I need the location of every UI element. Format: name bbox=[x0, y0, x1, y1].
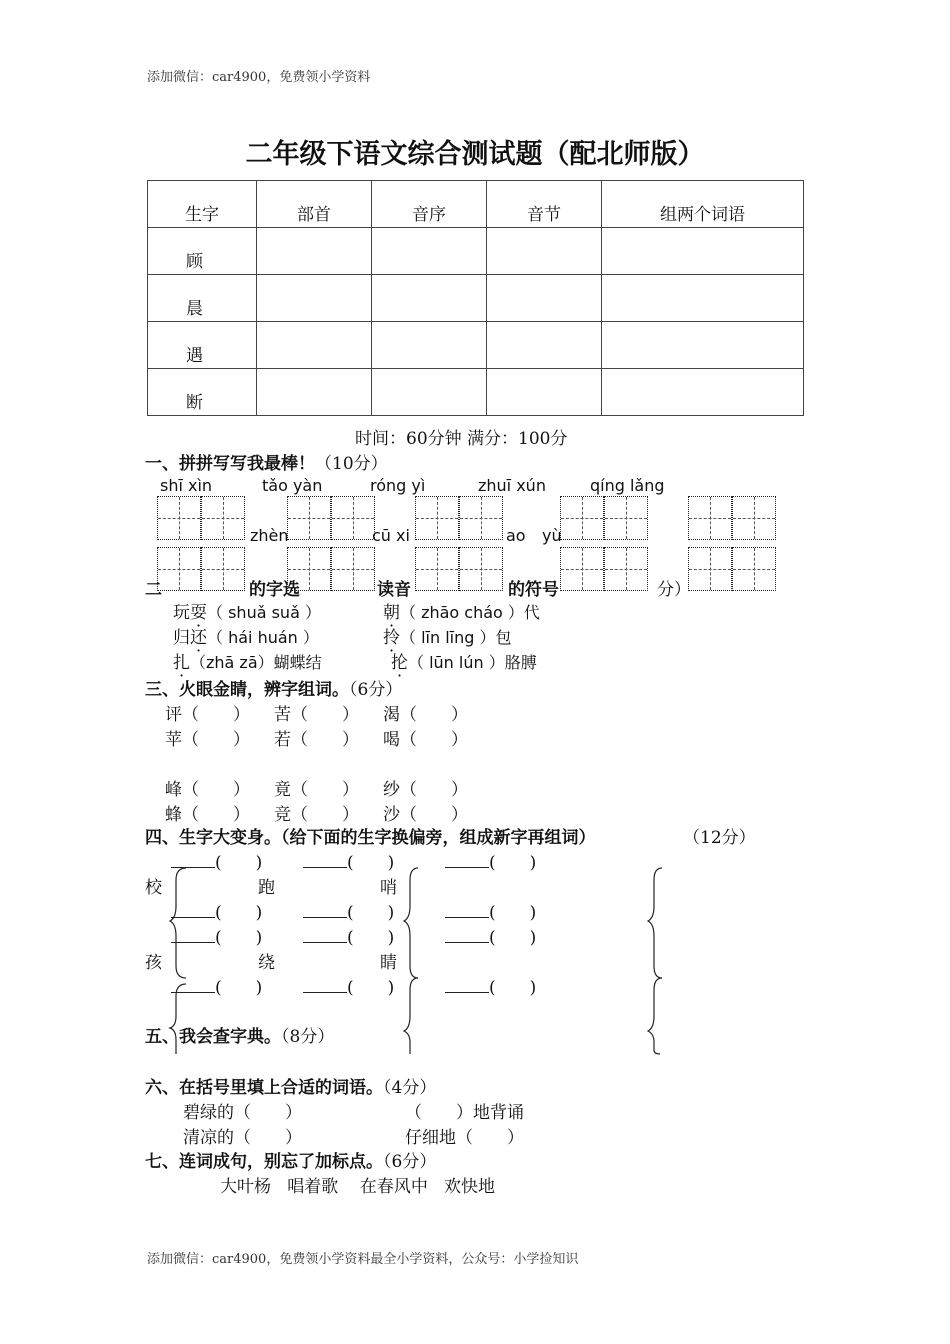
table-header-row bbox=[148, 181, 804, 228]
word-pair: 渴（ ） bbox=[383, 705, 468, 725]
word-pair: 竟（ ） bbox=[274, 780, 359, 800]
writing-grid[interactable] bbox=[560, 496, 648, 540]
word-pair: 评（ ） bbox=[165, 705, 250, 725]
section-2-heading-d: 的符号 bbox=[508, 580, 559, 600]
word-pair: 若（ ） bbox=[274, 730, 359, 750]
radical-slot[interactable]: ( ) bbox=[303, 848, 394, 873]
writing-grid[interactable] bbox=[415, 496, 503, 540]
word-pair: 峰（ ） bbox=[165, 780, 250, 800]
pronunciation-item: 朝（ zhāo cháo ）代 bbox=[383, 603, 540, 623]
table-row bbox=[148, 275, 804, 322]
table-blank-cell[interactable] bbox=[602, 228, 804, 275]
pinyin: cū xi bbox=[372, 526, 410, 545]
word-pair: 沙（ ） bbox=[383, 805, 468, 825]
radical-slot[interactable]: ( ) bbox=[445, 848, 536, 873]
table-blank-cell[interactable] bbox=[257, 369, 372, 416]
table-blank-cell[interactable] bbox=[372, 228, 487, 275]
writing-grid[interactable] bbox=[157, 496, 245, 540]
pinyin: shī xìn bbox=[160, 476, 213, 495]
page-title: 二年级下语文综合测试题（配北师版） bbox=[245, 139, 705, 170]
section-1-points: （10分） bbox=[315, 454, 388, 474]
table-blank-cell[interactable] bbox=[372, 369, 487, 416]
time-info: 时间：60分钟 满分：100分 bbox=[355, 429, 568, 449]
writing-grid[interactable] bbox=[688, 547, 776, 591]
table-char-cell: 顾 bbox=[148, 228, 257, 275]
writing-grid[interactable] bbox=[688, 496, 776, 540]
base-char: 绕 bbox=[258, 953, 275, 973]
pronunciation-item: 归还（ hái huán ） bbox=[173, 628, 319, 648]
character-table bbox=[147, 180, 804, 416]
section-4-heading: 四、生字大变身。（给下面的生字换偏旁，组成新字再组词） bbox=[145, 828, 596, 848]
brace-shape bbox=[402, 866, 422, 1056]
fill-phrase: 仔细地（ ） bbox=[405, 1128, 524, 1148]
radical-slot[interactable]: ( ) bbox=[171, 923, 262, 948]
table-blank-cell[interactable] bbox=[487, 228, 602, 275]
section-6-heading: 六、在括号里填上合适的词语。（4分） bbox=[145, 1078, 437, 1098]
table-blank-cell[interactable] bbox=[602, 322, 804, 369]
header-note: 添加微信：car4900，免费领小学资料 bbox=[147, 70, 371, 85]
table-blank-cell[interactable] bbox=[372, 275, 487, 322]
radical-slot[interactable]: ( ) bbox=[445, 923, 536, 948]
section-2-heading-c: 读音 bbox=[377, 580, 411, 600]
writing-grid[interactable] bbox=[287, 547, 375, 591]
sentence-words: 大叶杨 唱着歌 在春风中 欢快地 bbox=[220, 1177, 496, 1197]
table-char-cell: 遇 bbox=[148, 322, 257, 369]
radical-slot[interactable]: ( ) bbox=[303, 923, 394, 948]
radical-slot[interactable]: ( ) bbox=[445, 898, 536, 923]
base-char: 跑 bbox=[258, 878, 275, 898]
section-4-points: （12分） bbox=[683, 828, 756, 848]
section-2-heading-b: 的字选 bbox=[249, 580, 300, 600]
pinyin: qíng lǎng bbox=[590, 476, 665, 495]
radical-slot[interactable]: ( ) bbox=[445, 973, 536, 998]
table-blank-cell[interactable] bbox=[257, 322, 372, 369]
table-blank-cell[interactable] bbox=[602, 275, 804, 322]
pinyin: róng yì bbox=[370, 476, 426, 495]
base-char: 孩 bbox=[145, 953, 162, 973]
radical-slot[interactable]: ( ) bbox=[171, 898, 262, 923]
section-1-heading bbox=[145, 449, 388, 474]
fill-phrase: 碧绿的（ ） bbox=[183, 1103, 302, 1123]
writing-grid[interactable] bbox=[287, 496, 375, 540]
base-char: 校 bbox=[145, 878, 162, 898]
section-2-points: 分） bbox=[657, 580, 691, 600]
word-pair: 纱（ ） bbox=[383, 780, 468, 800]
table-char-cell: 断 bbox=[148, 369, 257, 416]
table-blank-cell[interactable] bbox=[487, 322, 602, 369]
table-row bbox=[148, 369, 804, 416]
word-pair: 喝（ ） bbox=[383, 730, 468, 750]
table-char-cell: 晨 bbox=[148, 275, 257, 322]
pinyin: zhuī xún bbox=[478, 476, 546, 495]
table-blank-cell[interactable] bbox=[487, 369, 602, 416]
word-pair: 蜂（ ） bbox=[165, 805, 250, 825]
pronunciation-item: 拎（ līn līng ）包 bbox=[383, 628, 512, 648]
fill-phrase: 清凉的（ ） bbox=[183, 1128, 302, 1148]
word-pair: 苦（ ） bbox=[274, 705, 359, 725]
table-header: 音序 bbox=[372, 181, 487, 228]
section-1-title: 一、拼拼写写我最棒！ bbox=[145, 454, 315, 474]
pinyin: zhèn bbox=[250, 526, 289, 545]
base-char: 睛 bbox=[380, 953, 397, 973]
writing-grid[interactable] bbox=[157, 547, 245, 591]
table-row bbox=[148, 228, 804, 275]
table-header: 组两个词语 bbox=[602, 181, 804, 228]
word-pair: 苹（ ） bbox=[165, 730, 250, 750]
word-pair: 竞（ ） bbox=[274, 805, 359, 825]
footer-note: 添加微信：car4900，免费领小学资料最全小学资料，公众号：小学捡知识 bbox=[147, 1252, 579, 1267]
radical-slot[interactable]: ( ) bbox=[303, 898, 394, 923]
table-blank-cell[interactable] bbox=[257, 228, 372, 275]
radical-slot[interactable]: ( ) bbox=[171, 848, 262, 873]
section-7-heading: 七、连词成句，别忘了加标点。（6分） bbox=[145, 1152, 437, 1172]
base-char: 哨 bbox=[380, 878, 397, 898]
fill-phrase: （ ）地背诵 bbox=[405, 1103, 524, 1123]
pronunciation-item: 玩耍（ shuǎ suǎ ） bbox=[173, 603, 321, 623]
pronunciation-item: 扎（zhā zā）蝴蝶结 bbox=[173, 653, 322, 673]
section-2-heading-a: 二 bbox=[145, 580, 162, 600]
brace-shape bbox=[646, 866, 666, 1056]
radical-slot[interactable]: ( ) bbox=[171, 973, 262, 998]
table-blank-cell[interactable] bbox=[487, 275, 602, 322]
table-row bbox=[148, 322, 804, 369]
section-5-heading: 五、我会查字典。（8分） bbox=[145, 1027, 335, 1047]
table-header: 部首 bbox=[257, 181, 372, 228]
writing-grid[interactable] bbox=[560, 547, 648, 591]
pinyin: yù bbox=[542, 526, 562, 545]
pronunciation-item: 抡（ lūn lún ）胳膊 bbox=[391, 653, 537, 673]
pinyin: tǎo yàn bbox=[262, 476, 323, 495]
pinyin: ao bbox=[506, 526, 526, 545]
table-blank-cell[interactable] bbox=[257, 275, 372, 322]
table-blank-cell[interactable] bbox=[602, 369, 804, 416]
radical-slot[interactable]: ( ) bbox=[303, 973, 394, 998]
table-blank-cell[interactable] bbox=[372, 322, 487, 369]
table-header: 音节 bbox=[487, 181, 602, 228]
writing-grid[interactable] bbox=[415, 547, 503, 591]
section-3-heading: 三、火眼金睛，辨字组词。（6分） bbox=[145, 680, 403, 700]
table-header: 生字 bbox=[148, 181, 257, 228]
